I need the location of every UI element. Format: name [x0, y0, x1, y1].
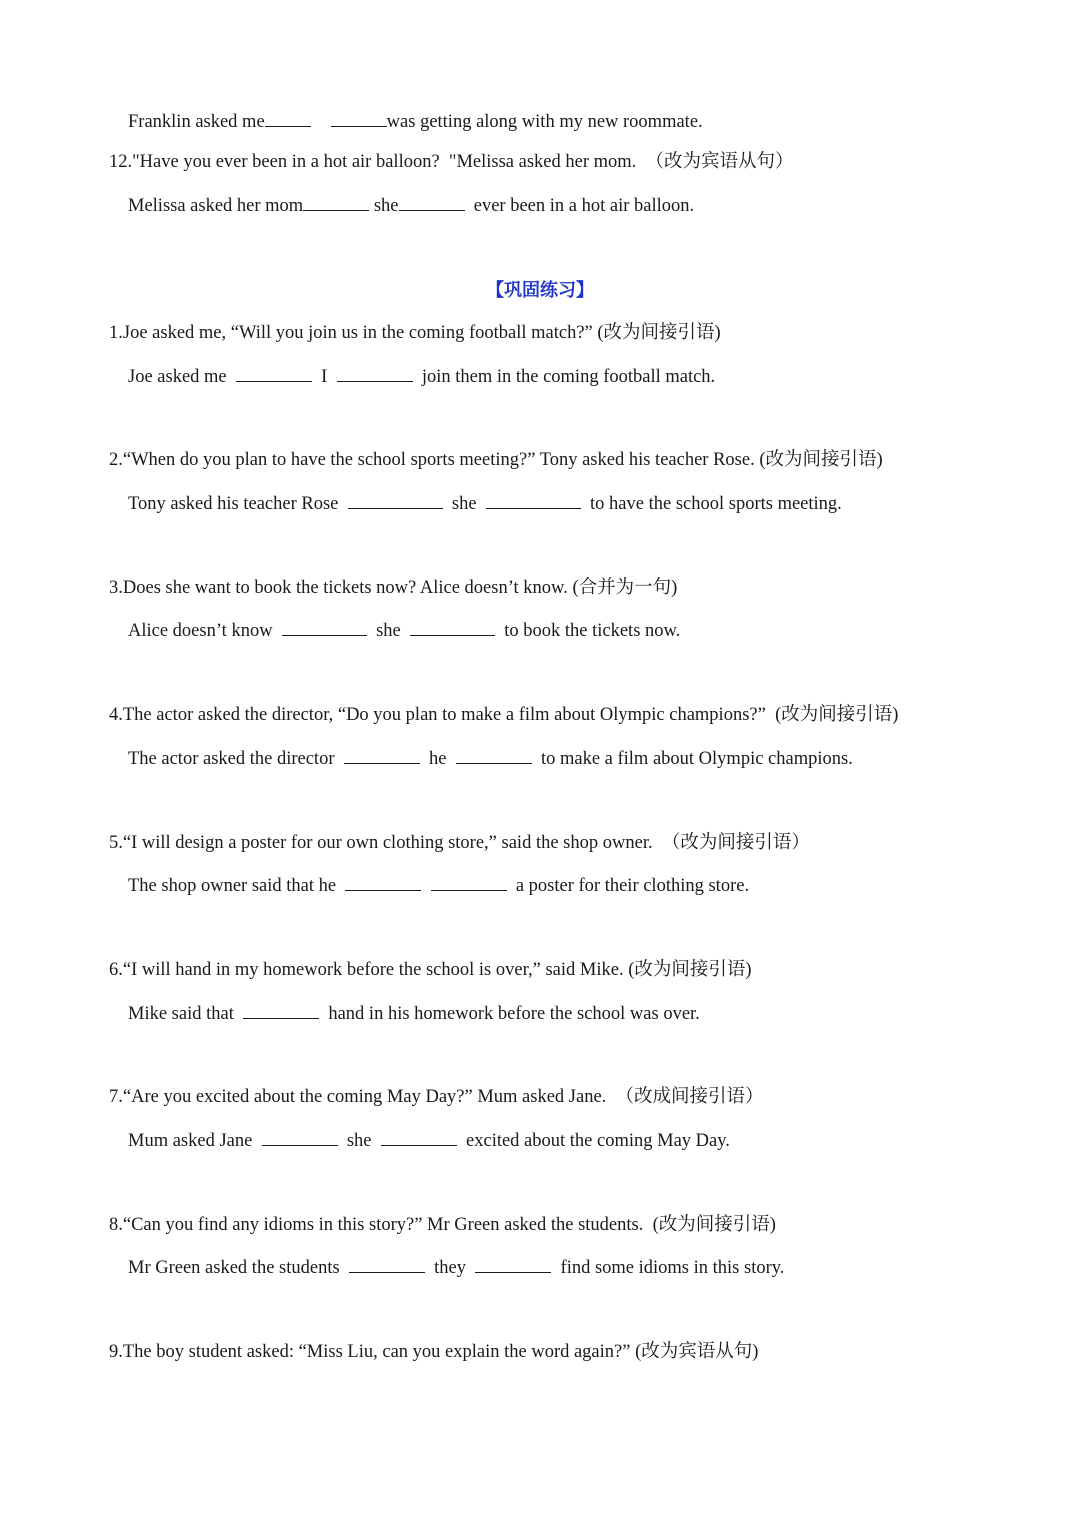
- answer-text: she: [451, 494, 477, 514]
- answer-line: [128, 491, 842, 516]
- answer-text: she: [373, 196, 399, 216]
- question-5: 5.“I will design a poster for our own clothing store,” said the shop owner. （改为间接引语）: [109, 833, 810, 853]
- blank[interactable]: [265, 109, 311, 127]
- section-heading: 【巩固练习】: [486, 280, 594, 300]
- question-9: 9.The boy student asked: “Miss Liu, can you explain the word again?” (改为宾语从句): [109, 1342, 759, 1362]
- answer-text: a poster for their clothing store.: [515, 876, 750, 896]
- answer-line: [128, 109, 703, 134]
- answer-text: Alice doesn’t know: [128, 621, 273, 641]
- question-6: 6.“I will hand in my homework before the school is over,” said Mike. (改为间接引语): [109, 960, 752, 980]
- answer-text: The actor asked the director: [128, 749, 335, 769]
- answer-text: to book the tickets now.: [504, 621, 681, 641]
- answer-text: she: [346, 1131, 372, 1151]
- answer-line: [128, 746, 853, 771]
- question-7: 7.“Are you excited about the coming May Day?” Mum asked Jane. （改成间接引语）: [109, 1087, 764, 1107]
- question-12: 12."Have you ever been in a hot air balloon? "Melissa asked her mom. （改为宾语从句）: [109, 152, 794, 172]
- blank[interactable]: [331, 109, 387, 127]
- answer-text: she: [376, 621, 401, 641]
- answer-line: [128, 364, 715, 389]
- question-2: 2.“When do you plan to have the school sports meeting?” Tony asked his teacher Rose. (改为间接引语): [109, 450, 883, 470]
- answer-text: they: [434, 1258, 467, 1278]
- blank[interactable]: [337, 364, 413, 382]
- answer-text: to make a film about Olympic champions.: [540, 749, 853, 769]
- answer-line: [128, 873, 749, 898]
- answer-text: Mum asked Jane: [128, 1131, 253, 1151]
- answer-text: was getting along with my new roommate.: [386, 112, 703, 132]
- blank[interactable]: [456, 746, 532, 764]
- answer-line: [128, 618, 680, 643]
- blank[interactable]: [348, 491, 443, 509]
- answer-line: [128, 1255, 784, 1280]
- blank[interactable]: [344, 746, 420, 764]
- blank[interactable]: [399, 193, 465, 211]
- blank[interactable]: [243, 1001, 319, 1019]
- answer-line: [128, 193, 694, 218]
- answer-text: Joe asked me: [128, 367, 227, 387]
- blank[interactable]: [349, 1255, 425, 1273]
- blank[interactable]: [282, 618, 367, 636]
- answer-text: to have the school sports meeting.: [590, 494, 842, 514]
- blank[interactable]: [303, 193, 369, 211]
- answer-text: excited about the coming May Day.: [466, 1131, 730, 1151]
- blank[interactable]: [431, 873, 507, 891]
- answer-text: Mike said that: [128, 1004, 234, 1024]
- answer-text: Melissa asked her mom: [128, 196, 304, 216]
- answer-text: Mr Green asked the students: [128, 1258, 340, 1278]
- answer-text: ever been in a hot air balloon.: [473, 196, 695, 216]
- blank[interactable]: [475, 1255, 551, 1273]
- answer-text: hand in his homework before the school was over.: [328, 1004, 700, 1024]
- answer-text: Tony asked his teacher Rose: [128, 494, 339, 514]
- answer-text: join them in the coming football match.: [421, 367, 716, 387]
- question-3: 3.Does she want to book the tickets now? Alice doesn’t know. (合并为一句): [109, 578, 678, 598]
- answer-text: Franklin asked me: [128, 112, 265, 132]
- answer-text: I: [321, 367, 328, 387]
- blank[interactable]: [486, 491, 581, 509]
- answer-text: find some idioms in this story.: [560, 1258, 785, 1278]
- blank[interactable]: [410, 618, 495, 636]
- blank[interactable]: [236, 364, 312, 382]
- answer-line: [128, 1128, 730, 1153]
- question-4: 4.The actor asked the director, “Do you plan to make a film about Olympic champions?” (改为间接引语): [109, 705, 899, 725]
- answer-text: The shop owner said that he: [128, 876, 337, 896]
- question-8: 8.“Can you find any idioms in this story?” Mr Green asked the students. (改为间接引语): [109, 1215, 776, 1235]
- blank[interactable]: [345, 873, 421, 891]
- question-1: 1.Joe asked me, “Will you join us in the coming football match?” (改为间接引语): [109, 323, 721, 343]
- blank[interactable]: [381, 1128, 457, 1146]
- blank[interactable]: [262, 1128, 338, 1146]
- answer-text: he: [428, 749, 447, 769]
- answer-line: [128, 1001, 700, 1026]
